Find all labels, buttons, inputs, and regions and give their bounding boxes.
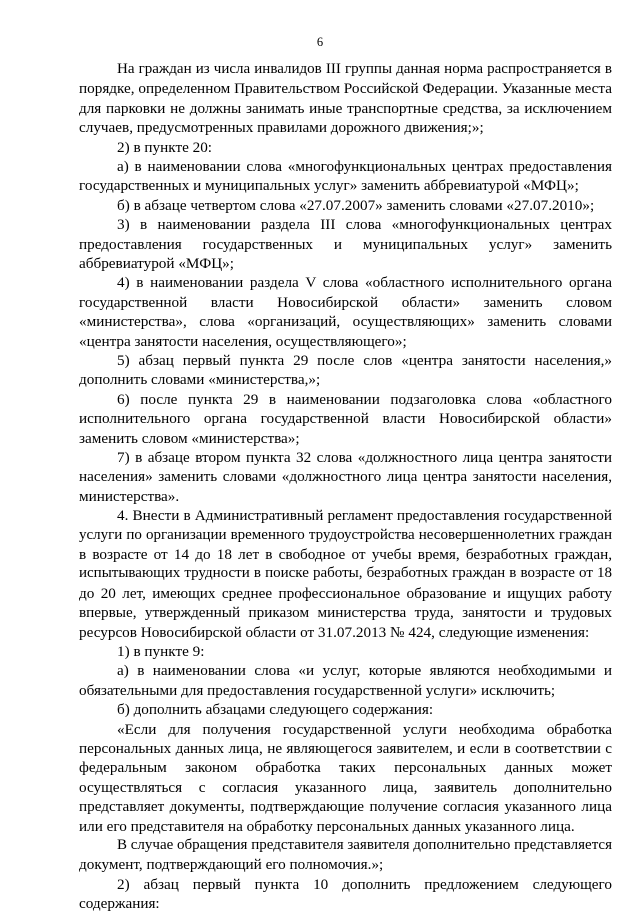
page-number: 6 [316, 35, 324, 49]
text-line: 2) в пункте 20: [117, 138, 213, 156]
text-line: персональных данных лица, не являющегося заявителем, и если в соответствии с [79, 740, 612, 757]
text-line: в возрасте от 14 до 18 лет в свободное от учебы время, безработных граждан, [79, 546, 612, 563]
text-line: порядке, определенном Правительством Российской Федерации. Указанные места [79, 80, 612, 98]
text-line: 5) абзац первый пункта 29 после слов «центра занятости населения,» [117, 352, 612, 369]
text-line: «министерства», слова «организаций, осуществляющих» заменить словами [79, 313, 612, 331]
text-line: ресурсов Новосибирской области от 31.07.2013 № 424, следующие изменения: [79, 623, 590, 641]
text-line: аббревиатурой «МФЦ»; [79, 255, 234, 272]
text-line: б) дополнить абзацами следующего содержания: [117, 701, 434, 719]
text-line: услуги по организации временного трудоустройства несовершеннолетних граждан [79, 526, 612, 543]
text-line: б) в абзаце четвертом слова «27.07.2007» заменить словами «27.07.2010»; [117, 196, 595, 214]
text-line: 2) абзац первый пункта 10 дополнить предложением следующего [117, 875, 612, 893]
text-line: 4) в наименовании раздела V слова «областного исполнительного органа [117, 274, 612, 292]
text-line: дополнить словами «министерства,»; [79, 371, 321, 389]
text-line: заменить словом «министерства»; [79, 429, 300, 447]
text-line: случаев, предусмотренных правилами дорожного движения;»; [79, 119, 484, 137]
text-line: «центра занятости населения, осуществляющего»; [79, 332, 407, 350]
text-line: впервые, утвержденный приказом министерства труда, занятости и трудовых [79, 604, 612, 622]
text-line: 4. Внести в Административный регламент предоставления государственной [117, 507, 612, 525]
text-line: содержания: [79, 895, 160, 913]
text-line: На граждан из числа инвалидов III группы данная норма распространяется в [117, 61, 612, 77]
text-line: документ, подтверждающий его полномочия.»; [79, 856, 384, 874]
text-line: 6) после пункта 29 в наименовании подзаголовка слова «областного [117, 390, 612, 408]
text-line: государственной власти Новосибирской области» заменить словом [79, 293, 612, 311]
text-line: осуществляться с согласия указанного лица, заявитель дополнительно [79, 778, 612, 796]
text-line: 7) в абзаце втором пункта 32 слова «должностного лица центра занятости [117, 449, 612, 466]
text-line: государственных и муниципальных услуг» заменить аббревиатурой «МФЦ»; [79, 177, 579, 195]
text-line: В случае обращения представителя заявителя дополнительно представляется [117, 837, 612, 853]
text-line: 1) в пункте 9: [117, 643, 205, 660]
text-line: исполнительного органа государственной власти Новосибирской области» [79, 410, 612, 428]
text-line: или его представителя на обработку персональных данных указанного лица. [79, 817, 575, 835]
text-line: испытывающих трудности в поиске работы, безработных граждан в возрасте от 18 [79, 565, 612, 582]
text-line: для парковки не должны занимать иные транспортные средства, за исключением [79, 99, 612, 117]
text-line: а) в наименовании слова «и услуг, которые являются необходимыми и [117, 662, 612, 680]
text-line: предоставления государственных и муниципальных услуг» заменить [79, 235, 612, 253]
text-line: министерства». [79, 487, 180, 505]
text-line: представляет документы, подтверждающие получение согласия указанного лица [79, 798, 612, 816]
text-line: 3) в наименовании раздела III слова «многофункциональных центрах [117, 216, 612, 234]
text-line: а) в наименовании слова «многофункциональных центрах предоставления [117, 158, 612, 175]
text-line: населения» заменить словами «должностного лица центра занятости населения, [79, 468, 612, 486]
text-line: до 20 лет, имеющих среднее профессиональное образование и ищущих работу [79, 584, 612, 602]
text-line: обязательными для предоставления государственной услуги» исключить; [79, 681, 556, 699]
text-line: федеральным законом обработка таких персональных данных может [79, 759, 612, 777]
text-line: «Если для получения государственной услуги необходима обработка [117, 720, 612, 738]
